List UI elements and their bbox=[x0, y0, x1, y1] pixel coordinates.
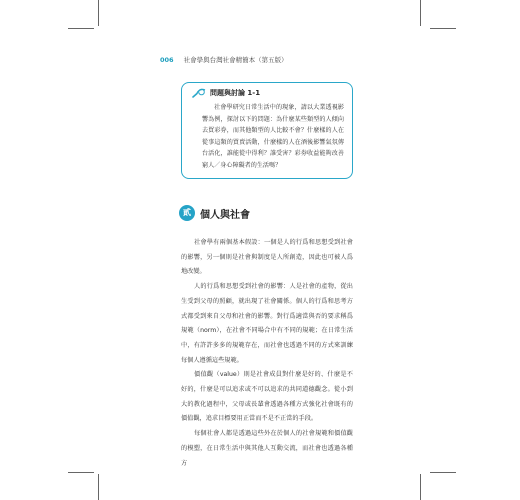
section-heading bbox=[179, 205, 250, 221]
section-title: 個人與社會 bbox=[200, 209, 250, 221]
book-title: 社會學與台灣社會精簡本（第五版） bbox=[183, 56, 288, 64]
page-number: 006 bbox=[160, 56, 174, 64]
magnifier-icon bbox=[192, 87, 206, 99]
running-header bbox=[160, 55, 288, 64]
crop-mark bbox=[420, 474, 421, 500]
paragraph: 人的行爲和思想受到社會的影響：人是社會的產物，從出生受到父母的照顧，就出現了社會關係。個人的行爲和思考方式都受到來自父母和社會的影響。對行爲適當與否的要求稱爲規範（norm），在社會不同場合中有不同的規範；在日常生活中，有許許多多的規範存在，而社會也透過不同的方式來訓練每個人遵循這些規範。 bbox=[181, 283, 353, 364]
discussion-title: 問題與討論 1-1 bbox=[210, 89, 261, 97]
crop-mark bbox=[420, 0, 421, 26]
crop-mark bbox=[98, 0, 99, 26]
body-text bbox=[181, 236, 353, 471]
discussion-title-row bbox=[192, 87, 344, 99]
discussion-box bbox=[181, 82, 353, 179]
crop-mark bbox=[68, 28, 94, 29]
paragraph: 每個社會人都是透過這些外在於個人的社會規範和價值觀的模塑，在日常生活中與其他人互動交流，而社會也透過各種方 bbox=[181, 430, 353, 467]
crop-mark bbox=[98, 474, 99, 500]
crop-mark bbox=[68, 472, 94, 473]
section-number-badge: 貳 bbox=[179, 205, 195, 221]
paragraph: 社會學有兩個基本假設：一個是人的行爲和思想受到社會的影響，另一個則是社會與制度是人所創造，因此也可被人爲地改變。 bbox=[181, 239, 353, 276]
paragraph: 價值觀（value）則是社會成員對什麼是好的、什麼是不好的，什麼是可以追求或不可以追求的共同道德觀念。從小到大的教化過程中，父母或長輩會透過各種方式強化社會既有的價值觀，追求目標要用正當而不是不正當的手段。 bbox=[181, 371, 353, 423]
discussion-body: 社會學研究日常生活中的現象，請以大業透視影響為例，探討以下的問題：為什麼某些類型的人傾向去買彩券，而其他類型的人比較不會？什麼樣的人在從事這類的買賣活動，什麼樣的人在酒後影響氣氛傳台活化，誰能從中得利？誰受害？彩券收益能夠改善窮人／身心障礙者的生活嗎？ bbox=[202, 104, 344, 169]
crop-mark bbox=[430, 472, 456, 473]
crop-mark bbox=[430, 28, 456, 29]
